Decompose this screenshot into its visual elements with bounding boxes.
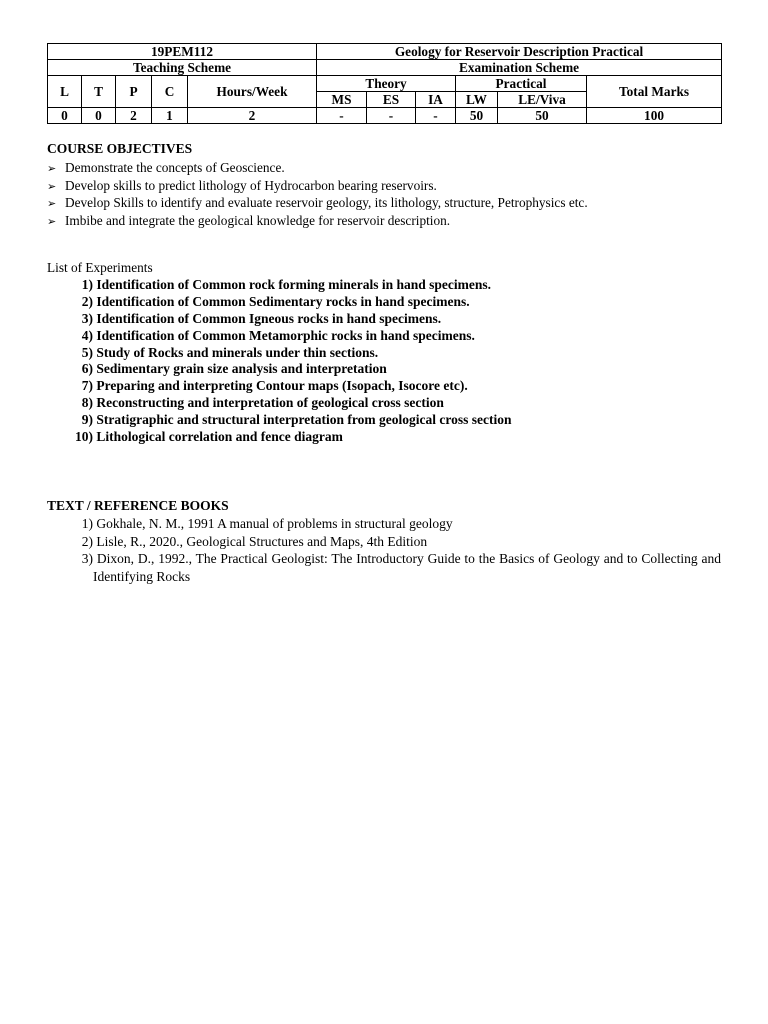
value-es: - (367, 108, 416, 124)
objective-item (47, 194, 588, 212)
value-lw: 50 (456, 108, 498, 124)
experiment-number: 4) (81, 327, 93, 343)
experiment-item (47, 395, 511, 412)
header-es: ES (367, 92, 416, 108)
value-ia: - (416, 108, 456, 124)
value-ms: - (317, 108, 367, 124)
teaching-scheme-label: Teaching Scheme (48, 60, 317, 76)
experiment-text: Preparing and interpreting Contour maps (Isopach, Isocore etc). (96, 378, 468, 394)
experiments-title: List of Experiments (47, 260, 153, 275)
objective-text: Imbibe and integrate the geological knowledge for reservoir description. (65, 213, 451, 229)
book-text (93, 550, 721, 585)
experiment-item (47, 277, 511, 294)
scheme-table (47, 43, 722, 124)
header-l: L (48, 76, 82, 108)
objective-text: Develop skills to predict lithology of Hydrocarbon bearing reservoirs. (65, 177, 437, 193)
book-item (47, 533, 721, 551)
header-hours: Hours/Week (188, 76, 317, 108)
objective-item (47, 177, 588, 195)
book-item (47, 515, 721, 533)
header-ia: IA (416, 92, 456, 108)
arrow-bullet-icon: ➢ (47, 162, 57, 175)
value-le-viva: 50 (498, 108, 587, 124)
book-item (47, 550, 721, 585)
book-citation: Dixon, D., 1992., The Practical Geologist: The Introductory Guide to the Basics of Geology and to Collecting and Identifying Rocks (93, 551, 722, 584)
experiment-number: 1) (81, 277, 93, 292)
experiment-text: Study of Rocks and minerals under thin sections. (96, 344, 379, 360)
book-citation: Lisle, R., 2020., Geological Structures and Maps, 4th Edition (96, 533, 428, 549)
objectives-list (47, 159, 588, 230)
experiment-item (47, 311, 511, 328)
arrow-bullet-icon: ➢ (47, 179, 57, 193)
header-le-viva: LE/Viva (498, 92, 587, 108)
experiment-number: 8) (81, 395, 93, 411)
header-theory: Theory (317, 76, 456, 92)
experiment-text: Sedimentary grain size analysis and interpretation (96, 361, 387, 377)
course-code: 19PEM112 (48, 44, 317, 60)
header-total: Total Marks (587, 76, 722, 108)
scheme-title-row (48, 44, 722, 60)
experiment-text: Stratigraphic and structural interpretation from geological cross section (96, 412, 512, 428)
value-total: 100 (587, 108, 722, 124)
objective-text: Develop Skills to identify and evaluate reservoir geology, its lithology, structure, Petrophysics etc. (65, 195, 588, 211)
objectives-title: COURSE OBJECTIVES (47, 141, 193, 156)
header-lw: LW (456, 92, 498, 108)
arrow-bullet-icon: ➢ (47, 215, 57, 229)
value-c: 1 (152, 108, 188, 124)
syllabus-page (47, 43, 722, 584)
header-ms: MS (317, 92, 367, 108)
experiment-text: Identification of Common Sedimentary rocks in hand specimens. (96, 293, 470, 309)
value-l: 0 (48, 108, 82, 124)
objective-item (47, 212, 588, 230)
header-practical: Practical (456, 76, 587, 92)
objective-text: Demonstrate the concepts of Geoscience. (65, 160, 285, 175)
experiments-list (47, 277, 511, 446)
value-p: 2 (116, 108, 152, 124)
book-text (93, 515, 721, 533)
scheme-values-row (48, 108, 722, 124)
book-text (93, 533, 721, 551)
scheme-group-row (48, 60, 722, 76)
experiment-number: 6) (81, 361, 93, 377)
experiment-text: Reconstructing and interpretation of geological cross section (96, 395, 444, 411)
objective-item (47, 159, 588, 177)
book-number: 1) (81, 516, 93, 531)
experiment-item (47, 378, 511, 395)
experiment-number: 9) (81, 412, 93, 428)
books-title: TEXT / REFERENCE BOOKS (47, 498, 229, 513)
experiment-item (47, 328, 511, 345)
book-citation: Gokhale, N. M., 1991 A manual of problems in structural geology (96, 516, 453, 531)
exam-scheme-label: Examination Scheme (317, 60, 722, 76)
experiment-text: Lithological correlation and fence diagram (96, 429, 343, 445)
value-hours: 2 (188, 108, 317, 124)
scheme-header-row-1 (48, 76, 722, 92)
experiment-item (47, 429, 511, 446)
course-title: Geology for Reservoir Description Practical (317, 44, 722, 60)
arrow-bullet-icon: ➢ (47, 197, 57, 211)
value-t: 0 (82, 108, 116, 124)
experiment-number: 3) (81, 310, 93, 326)
experiment-item (47, 294, 511, 311)
experiment-item (47, 345, 511, 362)
experiment-text: Identification of Common rock forming minerals in hand specimens. (96, 277, 492, 292)
experiment-number: 5) (81, 344, 93, 360)
experiment-item (47, 361, 511, 378)
header-t: T (82, 76, 116, 108)
experiment-text: Identification of Common Igneous rocks in hand specimens. (96, 310, 442, 326)
book-number: 2) (81, 533, 93, 549)
header-c: C (152, 76, 188, 108)
experiment-text: Identification of Common Metamorphic rocks in hand specimens. (96, 327, 475, 343)
experiment-number: 7) (81, 378, 93, 394)
experiment-item (47, 412, 511, 429)
experiment-number: 10) (75, 429, 93, 445)
book-number: 3) (81, 551, 93, 566)
experiment-number: 2) (81, 293, 93, 309)
books-list (47, 515, 721, 585)
header-p: P (116, 76, 152, 108)
